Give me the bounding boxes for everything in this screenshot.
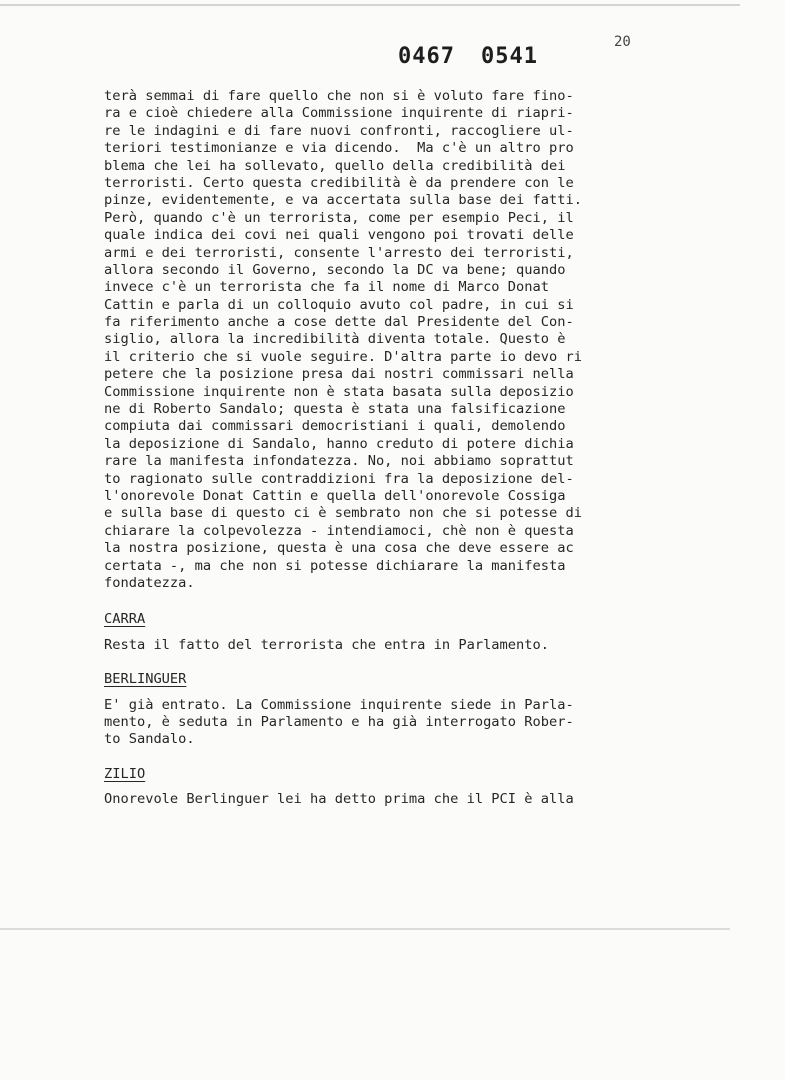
text-line: armi e dei terroristi, consente l'arresto dei terroristi, <box>104 244 574 261</box>
text-line: la nostra posizione, questa è una cosa che deve essere ac <box>104 540 574 557</box>
text-line: invece c'è un terrorista che fa il nome di Marco Donat <box>104 279 549 296</box>
document-code-part-1: 0467 <box>398 44 455 69</box>
text-line: to Sandalo. <box>104 731 195 748</box>
page-number: 20 <box>614 34 631 50</box>
speaker-block-zilio <box>104 763 644 809</box>
text-line: blema che lei ha sollevato, quello della credibilità dei <box>104 157 566 174</box>
speaker-name: BERLINGUER <box>104 671 187 688</box>
speaker-name: CARRA <box>104 611 146 628</box>
text-line: fondatezza. <box>104 574 195 591</box>
text-line: teriori testimonianze e via dicendo. Ma c'è un altro pro <box>104 140 574 157</box>
text-line: siglio, allora la incredibilità diventa totale. Questo è <box>104 331 566 348</box>
speaker-block-berlinguer <box>104 668 644 749</box>
top-edge-rule <box>0 4 740 6</box>
text-line: certata -, ma che non si potesse dichiarare la manifesta <box>104 557 566 574</box>
text-line: e sulla base di questo ci è sembrato non che si potesse di <box>104 505 582 522</box>
text-line: compiuta dai commissari democristiani i quali, demolendo <box>104 418 566 435</box>
text-line: ra e cioè chiedere alla Commissione inquirente di riapri- <box>104 105 574 122</box>
speaker-block-carra <box>104 608 644 654</box>
text-line: mento, è seduta in Parlamento e ha già interrogato Rober- <box>104 713 574 730</box>
text-line: il criterio che si vuole seguire. D'altra parte io devo ri <box>104 348 582 365</box>
text-line: re le indagini e di fare nuovi confronti, raccogliere ul- <box>104 122 574 139</box>
text-line: la deposizione di Sandalo, hanno creduto di potere dichia <box>104 435 574 452</box>
paragraph-1 <box>104 88 644 592</box>
document-code-part-2: 0541 <box>480 44 538 69</box>
text-line: pinze, evidentemente, e va accertata sulla base dei fatti. <box>104 192 582 209</box>
text-line: l'onorevole Donat Cattin e quella dell'onorevole Cossiga <box>104 487 566 504</box>
text-line: chiarare la colpevolezza - intendiamoci, chè non è questa <box>104 522 574 539</box>
text-line: Resta il fatto del terrorista che entra in Parlamento. <box>104 636 549 653</box>
text-line: terà semmai di fare quello che non si è voluto fare fino- <box>104 88 574 104</box>
text-line: terroristi. Certo questa credibilità è da prendere con le <box>104 174 574 191</box>
text-line: Però, quando c'è un terrorista, come per esempio Peci, il <box>104 209 574 226</box>
text-line: E' già entrato. La Commissione inquirente siede in Parla- <box>104 696 574 713</box>
text-line: Onorevole Berlinguer lei ha detto prima che il PCI è alla <box>104 791 574 808</box>
text-line: ne di Roberto Sandalo; questa è stata una falsificazione <box>104 401 566 418</box>
transcript-body <box>104 88 644 809</box>
text-line: petere che la posizione presa dai nostri commissari nella <box>104 366 574 383</box>
text-line: quale indica dei covi nei quali vengono poi trovati delle <box>104 227 574 244</box>
text-line: allora secondo il Governo, secondo la DC va bene; quando <box>104 261 566 278</box>
text-line: fa riferimento anche a cose dette dal Presidente del Con- <box>104 314 574 331</box>
text-line: to ragionato sulle contraddizioni fra la deposizione del- <box>104 470 574 487</box>
text-line: Commissione inquirente non è stata basata sulla deposizio <box>104 383 574 400</box>
text-line: rare la manifesta infondatezza. No, noi abbiamo soprattut <box>104 453 574 470</box>
speaker-name: ZILIO <box>104 765 146 782</box>
document-code <box>398 44 564 69</box>
bottom-edge-rule <box>0 928 730 930</box>
text-line: Cattin e parla di un colloquio avuto col padre, in cui si <box>104 296 574 313</box>
